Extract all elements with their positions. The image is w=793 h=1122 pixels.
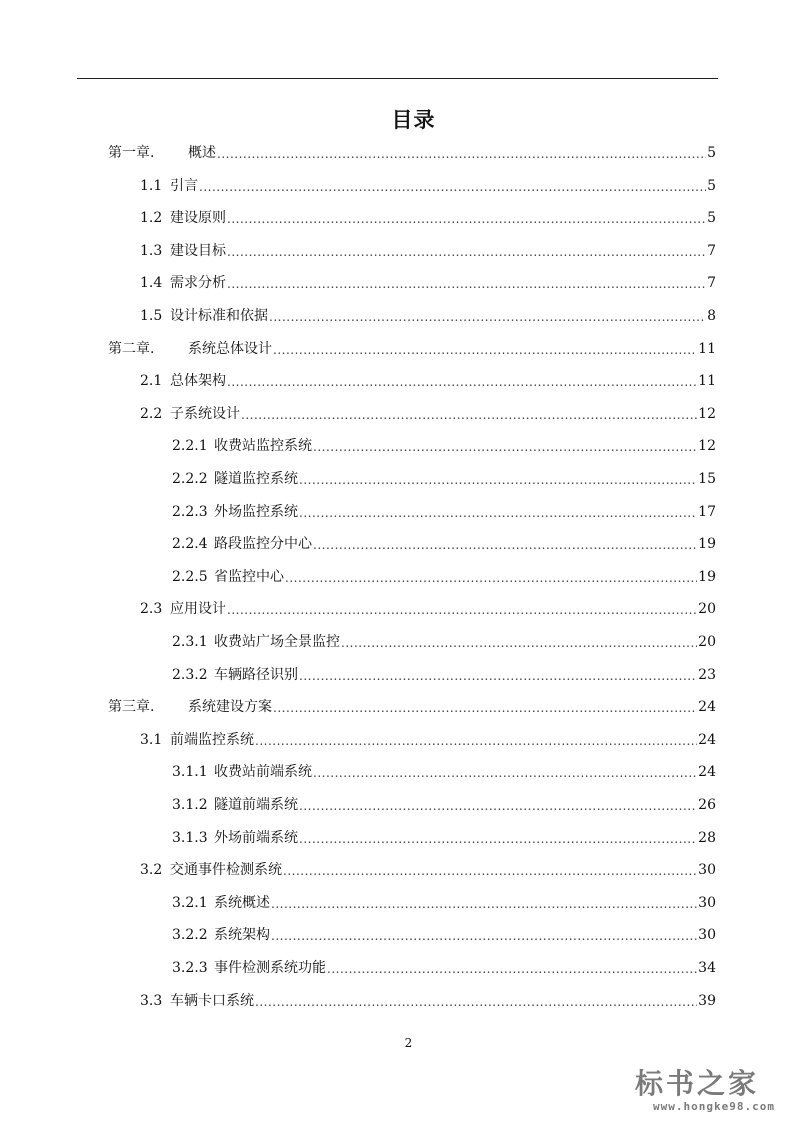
page-title: 目录 [391, 107, 436, 132]
toc-entry[interactable] [172, 759, 716, 781]
toc-entry-number: 1.1 [140, 177, 163, 194]
toc-entry-number: 1.2 [140, 210, 163, 227]
toc-entry[interactable] [172, 433, 716, 455]
toc-entry[interactable] [140, 857, 716, 879]
toc-entry-title: 需求分析 [170, 275, 226, 292]
toc-entry-title: 隧道监控系统 [214, 471, 298, 487]
toc-entry[interactable] [140, 205, 716, 227]
toc-entry-page: 24 [698, 731, 716, 748]
toc-entry-page: 30 [698, 894, 716, 911]
toc-entry[interactable] [172, 499, 716, 521]
toc-entry-number: 2.2.5 [172, 568, 208, 585]
toc-dot-leader [271, 928, 697, 944]
toc-dot-leader [227, 276, 706, 292]
toc-entry[interactable] [140, 238, 716, 260]
toc-dot-leader [227, 374, 697, 390]
toc-entry-title: 设计标准和依据 [170, 308, 268, 324]
toc-entry-number: 3.2.1 [172, 894, 208, 911]
toc-dot-leader [271, 896, 697, 912]
toc-entry-page: 5 [707, 177, 716, 194]
toc-entry-page: 30 [698, 927, 716, 944]
toc-entry-number: 3.1 [140, 731, 163, 748]
toc-entry-title: 收费站前端系统 [214, 764, 312, 781]
toc-entry-title: 交通事件检测系统 [170, 862, 282, 879]
toc-dot-leader [255, 994, 697, 1010]
toc-entry[interactable] [172, 662, 716, 684]
toc-entry-number: 2.2.4 [172, 536, 208, 553]
toc-entry[interactable] [140, 401, 716, 423]
toc-entry-page: 19 [698, 536, 716, 553]
toc-entry[interactable] [108, 336, 716, 358]
watermark-logo [625, 1062, 775, 1118]
toc-entry[interactable] [172, 531, 716, 553]
toc-entry-page: 39 [698, 992, 716, 1009]
toc-entry-title: 外场前端系统 [214, 829, 298, 846]
toc-entry-title: 前端监控系统 [170, 731, 254, 748]
toc-entry-title: 系统总体设计 [188, 340, 272, 357]
toc-entry-title: 隧道前端系统 [214, 797, 298, 813]
toc-entry-number: 2.2.3 [172, 503, 208, 520]
toc-entry-number: 2.2 [140, 405, 163, 422]
toc-entry-title: 概述 [188, 145, 216, 161]
toc-entry-page: 7 [707, 275, 716, 292]
toc-entry-number: 2.2.1 [172, 438, 208, 455]
toc-entry-page: 12 [698, 438, 716, 455]
toc-dot-leader [273, 700, 697, 716]
toc-entry[interactable] [140, 988, 716, 1010]
toc-entry-title: 建设目标 [170, 242, 226, 259]
toc-dot-leader [199, 179, 706, 195]
toc-entry-title: 收费站广场全景监控 [214, 634, 340, 650]
toc-entry[interactable] [172, 466, 716, 488]
toc-entry[interactable] [140, 173, 716, 195]
toc-entry-title: 系统架构 [214, 927, 270, 944]
toc-entry[interactable] [172, 629, 716, 651]
toc-entry-number: 第三章. [108, 699, 155, 716]
toc-entry-title: 应用设计 [170, 601, 226, 618]
toc-entry-number: 1.5 [140, 308, 163, 324]
toc-dot-leader [313, 537, 697, 553]
toc-entry-number: 3.1.3 [172, 829, 208, 846]
toc-entry[interactable] [172, 564, 716, 586]
toc-dot-leader [313, 765, 697, 781]
toc-entry[interactable] [172, 792, 716, 814]
toc-entry-number: 3.1.1 [172, 764, 208, 781]
toc-entry-number: 2.1 [140, 373, 163, 390]
toc-entry-page: 24 [698, 764, 716, 781]
toc-entry-title: 车辆卡口系统 [170, 992, 254, 1009]
toc-dot-leader [283, 863, 697, 879]
toc-entry-number: 3.1.2 [172, 797, 208, 813]
toc-dot-leader [299, 668, 697, 684]
toc-entry-number: 2.3.2 [172, 666, 208, 683]
toc-entry-page: 15 [698, 471, 716, 487]
toc-entry[interactable] [140, 596, 716, 618]
toc-entry-title: 系统概述 [214, 894, 270, 911]
toc-entry-title: 外场监控系统 [214, 503, 298, 520]
toc-entry-title: 建设原则 [170, 210, 226, 227]
toc-entry-page: 24 [698, 699, 716, 716]
toc-entry-page: 7 [707, 242, 716, 259]
toc-entry-page: 26 [698, 797, 716, 813]
toc-entry-page: 5 [707, 145, 716, 161]
toc-dot-leader [299, 831, 697, 847]
toc-entry-title: 省监控中心 [214, 568, 284, 585]
toc-entry-page: 11 [698, 373, 716, 390]
toc-entry-title: 事件检测系统功能 [214, 960, 326, 976]
toc-entry-title: 收费站监控系统 [214, 438, 312, 455]
toc-entry[interactable] [172, 825, 716, 847]
toc-entry-number: 1.3 [140, 242, 163, 259]
toc-dot-leader [217, 146, 706, 162]
toc-entry-page: 19 [698, 568, 716, 585]
toc-entry-page: 30 [698, 862, 716, 879]
toc-entry-number: 第一章. [108, 145, 155, 161]
watermark-title: 标书之家 [634, 1067, 759, 1100]
toc-dot-leader [255, 733, 697, 749]
toc-entry-page: 17 [698, 503, 716, 520]
toc-entry[interactable] [140, 368, 716, 390]
toc-dot-leader [241, 407, 697, 423]
toc-entry-title: 引言 [170, 177, 198, 194]
toc-entry-number: 2.3.1 [172, 634, 208, 650]
toc-entry[interactable] [172, 955, 716, 977]
toc-entry-number: 3.2.2 [172, 927, 208, 944]
toc-entry-number: 2.3 [140, 601, 163, 618]
toc-dot-leader [313, 439, 697, 455]
toc-dot-leader [327, 961, 697, 977]
toc-entry-page: 5 [707, 210, 716, 227]
toc-entry-number: 3.2 [140, 862, 163, 879]
toc-entry[interactable] [108, 140, 716, 162]
watermark-url: www.hongke98.com [653, 1100, 775, 1113]
toc-dot-leader [299, 798, 697, 814]
toc-entry-page: 34 [698, 960, 716, 976]
toc-entry-page: 23 [698, 666, 716, 683]
toc-entry-number: 第二章. [108, 340, 155, 357]
toc-entry-number: 2.2.2 [172, 471, 208, 487]
toc-entry[interactable] [172, 922, 716, 944]
toc-entry[interactable] [140, 727, 716, 749]
toc-dot-leader [299, 472, 697, 488]
toc-entry-title: 总体架构 [170, 373, 226, 390]
toc-dot-leader [269, 309, 706, 325]
toc-entry-page: 28 [698, 829, 716, 846]
toc-entry[interactable] [140, 303, 716, 325]
toc-entry-number: 3.2.3 [172, 960, 208, 976]
toc-dot-leader [299, 505, 697, 521]
toc-entry-title: 子系统设计 [170, 405, 240, 422]
toc-dot-leader [227, 211, 706, 227]
toc-entry[interactable] [140, 270, 716, 292]
toc-entry-title: 车辆路径识别 [214, 666, 298, 683]
toc-dot-leader [227, 244, 706, 260]
toc-entry-page: 8 [707, 308, 716, 324]
toc-entry-page: 20 [698, 601, 716, 618]
toc-entry-page: 20 [698, 634, 716, 650]
toc-dot-leader [273, 342, 697, 358]
toc-entry-number: 1.4 [140, 275, 163, 292]
toc-entry[interactable] [108, 694, 716, 716]
toc-entry-title: 路段监控分中心 [214, 536, 312, 553]
page-number: 2 [404, 1036, 413, 1050]
toc-entry-page: 12 [698, 405, 716, 422]
toc-dot-leader [285, 570, 697, 586]
toc-entry-number: 3.3 [140, 992, 163, 1009]
toc-dot-leader [227, 602, 697, 618]
toc-entry[interactable] [172, 890, 716, 912]
header-rule [77, 78, 718, 79]
toc-dot-leader [341, 635, 697, 651]
toc-entry-title: 系统建设方案 [188, 699, 272, 716]
toc-entry-page: 11 [698, 340, 716, 357]
